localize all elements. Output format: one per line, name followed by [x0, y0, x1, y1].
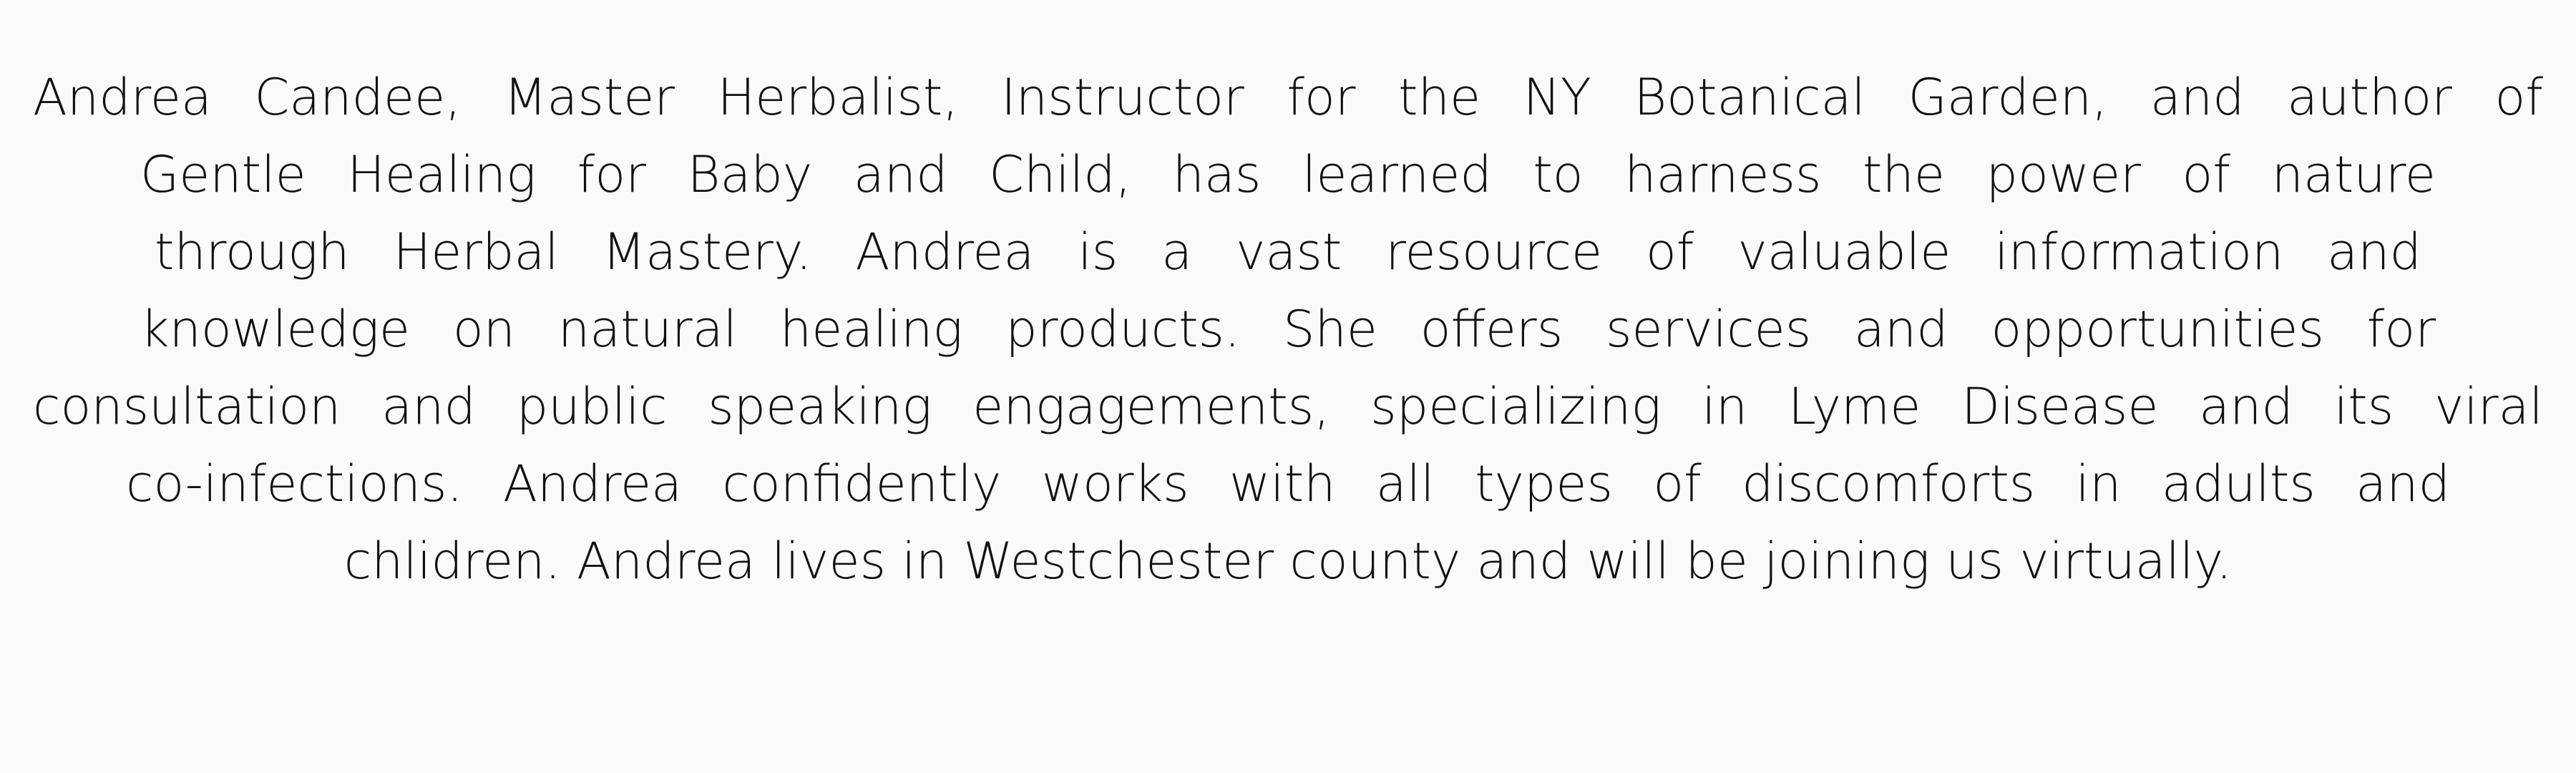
bio-line-4: knowledge on natural healing products. She offers services and opportunities for — [140, 300, 2436, 359]
bio-line-7: chlidren. Andrea lives in Westchester county and will be joining us virtually. — [343, 532, 2233, 590]
bio-line-2: Gentle Healing for Baby and Child, has learned to harness the power of nature — [140, 145, 2436, 204]
bio-line-3: through Herbal Mastery. Andrea is a vast resource of valuable information and — [155, 223, 2421, 281]
bio-line-5: consultation and public speaking engagements, specializing in Lyme Disease and its viral — [33, 377, 2543, 436]
bio-line-1: Andrea Candee, Master Herbalist, Instructor for the NY Botanical Garden, and author of — [33, 68, 2543, 127]
bio-paragraph — [33, 59, 2543, 600]
bio-line-6: co-infections. Andrea confidently works with all types of discomforts in adults and — [126, 454, 2450, 513]
